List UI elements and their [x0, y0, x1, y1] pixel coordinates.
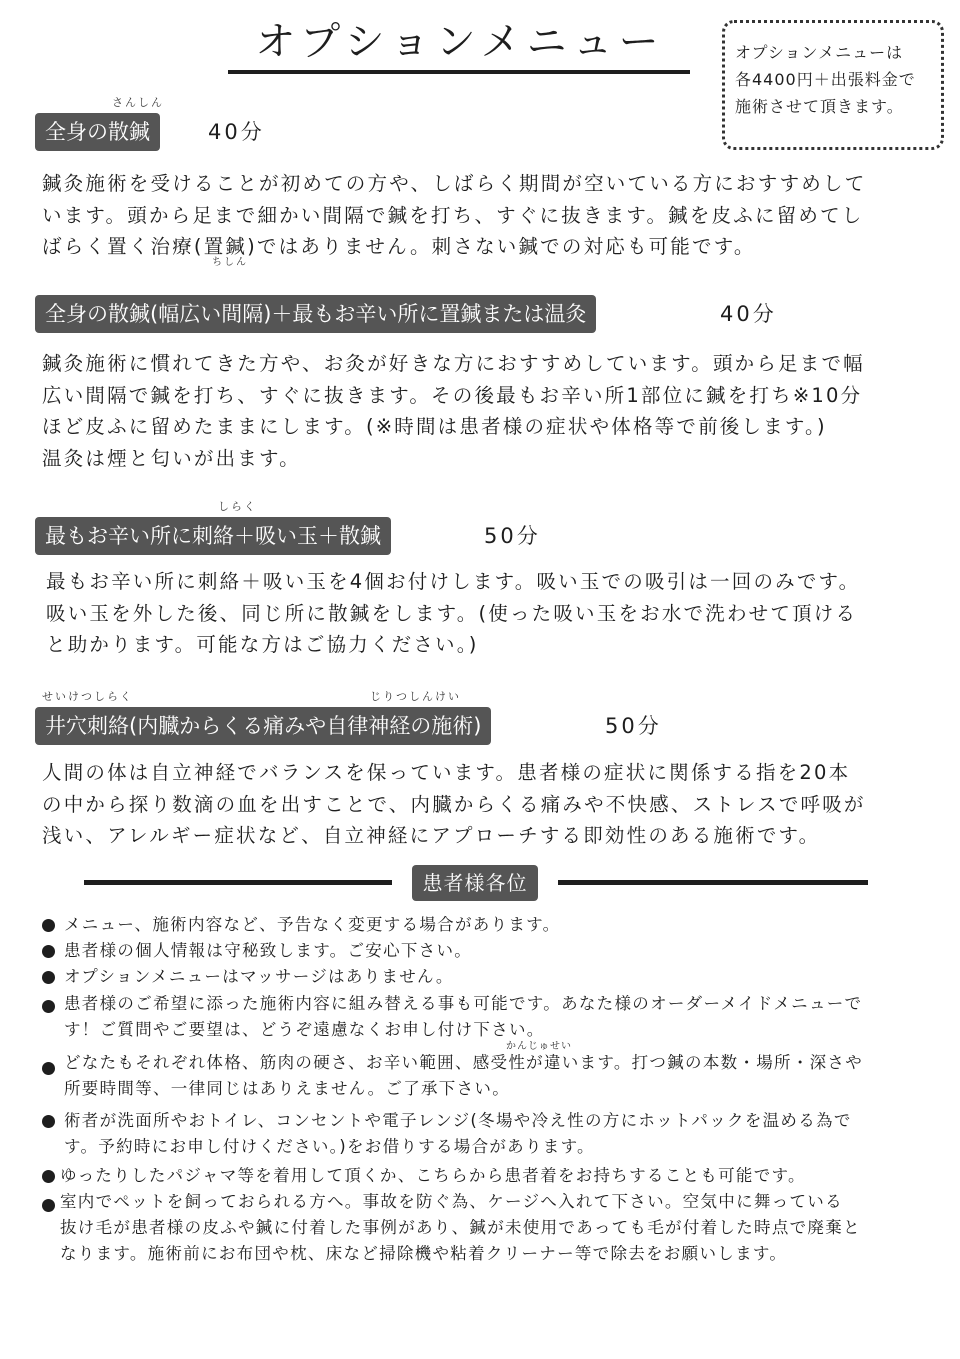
section-2-duration: 40分 [720, 302, 777, 326]
description-line: 鍼灸施術に慣れてきた方や、お灸が好きな方におすすめしています。頭から足まで幅 [42, 352, 865, 375]
description-line: 浅い、アレルギー症状など、自立神経にアプローチする即効性のある施術です。 [42, 824, 821, 847]
section-1-title: 全身の散鍼 [35, 113, 160, 151]
notice-line: 所要時間等、一律同じはありえません。ご了承下さい。 [64, 1079, 510, 1098]
notice-line: 患者様の個人情報は守秘致します。ご安心下さい。 [64, 941, 473, 960]
notice-line: ゆったりしたパジャマ等を着用して頂くか、こちらから患者着をお持ちすることも可能です。 [60, 1166, 806, 1185]
bullet-icon [42, 945, 55, 958]
description-line: ほど皮ふに留めたままにします。(※時間は患者様の症状や体格等で前後します。) [42, 415, 827, 438]
section-3-duration: 50分 [484, 524, 541, 548]
notice-line: メニュー、施術内容など、予告なく変更する場合があります。 [64, 915, 561, 934]
bullet-icon [42, 1170, 55, 1183]
bullet-icon [42, 1115, 55, 1128]
section-1-description [42, 168, 866, 263]
section-4-ruby: せいけつしらく [42, 690, 133, 703]
section-1-ruby-below: ちしん [212, 257, 248, 268]
price-note-line: オプションメニューは [735, 43, 904, 62]
notice-line: 抜け毛が患者様の皮ふや鍼に付着した事例があり、鍼が未使用であっても毛が付着した時点で廃棄と [60, 1218, 861, 1237]
section-4-duration: 50分 [605, 714, 662, 738]
description-line: 吸い玉を外した後、同じ所に散鍼をします。(使った吸い玉をお水で洗わせて頂ける [46, 601, 858, 625]
notice-line: 室内でペットを飼っておられる方へ。事故を防ぐ為、ケージへ入れて下さい。空気中に舞っている [60, 1192, 843, 1211]
price-note-box [722, 20, 944, 150]
section-4-ruby-2: じりつしんけい [370, 690, 461, 703]
price-note-line: 各4400円＋出張料金で [735, 70, 916, 89]
bullet-icon [42, 919, 55, 932]
section-1-ruby: さんしん [112, 96, 164, 109]
title-underline [228, 70, 690, 74]
section-1-duration: 40分 [208, 120, 265, 144]
description-line: 広い間隔で鍼を打ち、すぐに抜きます。その後最もお辛い所1部位に鍼を打ち※10分 [42, 383, 863, 407]
section-2-description [42, 348, 865, 474]
description-line: と助かります。可能な方はご協力ください。) [46, 633, 479, 656]
description-line: ばらく置く治療(置鍼)ではありません。刺さない鍼での対応も可能です。 [42, 235, 756, 258]
notice-line: す！ご質問やご要望は、どうぞ遠慮なくお申し付け下さい。 [64, 1020, 545, 1039]
notice-line: 患者様のご希望に添った施術内容に組み替える事も可能です。あなた様のオーダーメイドメニューで [64, 994, 863, 1013]
divider-left [84, 880, 392, 885]
notice-line: どなたもそれぞれ体格、筋肉の硬さ、お辛い範囲、感受性が違います。打つ鍼の本数・場所・深さや [64, 1053, 864, 1072]
notice-line: オプションメニューはマッサージはありません。 [64, 967, 454, 986]
bullet-icon [42, 1199, 55, 1212]
bullet-icon [42, 1000, 55, 1013]
notices-heading: 患者様各位 [412, 865, 538, 901]
description-line: 鍼灸施術を受けることが初めての方や、しばらく期間が空いている方におすすめして [42, 172, 867, 195]
notice-line: なります。施術前にお布団や枕、床など掃除機や粘着クリーナー等で除去をお願いします。 [60, 1244, 788, 1263]
description-line: います。頭から足まで細かい間隔で鍼を打ち、すぐに抜きます。鍼を皮ふに留めてし [42, 203, 864, 227]
section-3-ruby: しらく [218, 500, 257, 513]
notice-line: 術者が洗面所やおトイレ、コンセントや電子レンジ(冬場や冷え性の方にホットパックを温める為で [64, 1111, 852, 1130]
price-note-line: 施術させて頂きます。 [735, 97, 904, 116]
description-line: の中から探り数滴の血を出すことで、内臓からくる痛みや不快感、ストレスで呼吸が [42, 792, 866, 816]
section-4-title: 井穴刺絡(内臓からくる痛みや自律神経の施術) [35, 707, 491, 745]
divider-right [558, 880, 868, 885]
section-3-description [46, 566, 860, 661]
section-4-description [42, 757, 866, 852]
section-3-title: 最もお辛い所に刺絡＋吸い玉＋散鍼 [35, 517, 391, 555]
bullet-icon [42, 1062, 55, 1075]
description-line: 温灸は煙と匂いが出ます。 [42, 446, 301, 470]
description-line: 人間の体は自立神経でバランスを保っています。患者様の症状に関係する指を20本 [42, 761, 851, 784]
notice-line: す。予約時にお申し付けください。)をお借りする場合があります。 [64, 1137, 595, 1156]
page-title: オプションメニュー [255, 19, 665, 65]
section-2-title: 全身の散鍼(幅広い間隔)＋最もお辛い所に置鍼または温灸 [35, 295, 596, 333]
description-line: 最もお辛い所に刺絡＋吸い玉を4個お付けします。吸い玉での吸引は一回のみです。 [46, 570, 861, 593]
bullet-icon [42, 971, 55, 984]
notice-5-ruby: かんじゅせい [506, 1041, 572, 1052]
